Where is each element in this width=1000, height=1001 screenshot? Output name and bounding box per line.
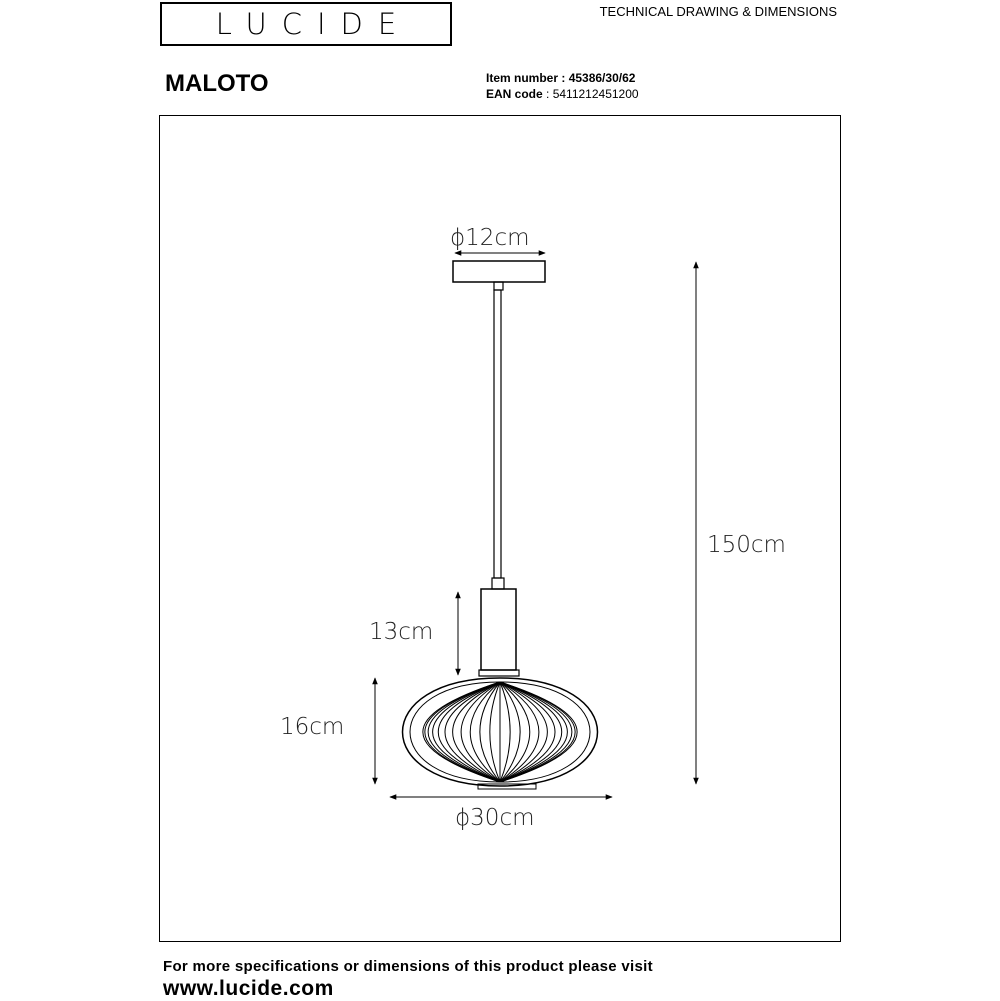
glass-shade xyxy=(403,678,598,786)
shade-rib xyxy=(445,682,500,782)
ceiling-canopy xyxy=(453,261,545,282)
shade-rib xyxy=(490,682,500,782)
footer-text: For more specifications or dimensions of this product please visit xyxy=(163,958,653,975)
shade-rib xyxy=(470,682,500,782)
shade-rib xyxy=(500,682,575,782)
shade-rib xyxy=(500,682,562,782)
holder-height-label: 13cm xyxy=(369,619,434,645)
brand-name: LUCIDE xyxy=(215,7,412,41)
shade-rib xyxy=(500,682,555,782)
shade-diameter-label: ϕ30cm xyxy=(455,805,535,831)
shade-rib xyxy=(438,682,500,782)
item-number-row: Item number : 45386/30/62 xyxy=(486,71,636,85)
total-height-label: 150cm xyxy=(707,532,786,558)
shade-rib xyxy=(461,682,500,782)
shade-height-label: 16cm xyxy=(280,714,345,740)
cable-grip xyxy=(494,282,503,290)
ean-row: EAN code : 5411212451200 xyxy=(486,87,639,101)
lamp-holder xyxy=(481,589,516,670)
ean-value: 5411212451200 xyxy=(552,87,639,101)
item-number-label: Item number xyxy=(486,71,559,85)
holder-cap xyxy=(492,578,504,589)
ean-label: EAN code xyxy=(486,87,543,101)
shade-rib xyxy=(500,682,539,782)
website-link[interactable]: www.lucide.com xyxy=(163,977,334,1000)
product-name: MALOTO xyxy=(165,70,269,97)
item-number-value: 45386/30/62 xyxy=(568,71,636,85)
document-type: TECHNICAL DRAWING & DIMENSIONS xyxy=(599,4,837,19)
canopy-diameter-label: ϕ12cm xyxy=(450,225,530,251)
shade-rib xyxy=(500,682,530,782)
holder-ring xyxy=(479,670,519,676)
suspension-cable xyxy=(494,290,501,578)
shade-rib xyxy=(500,682,510,782)
